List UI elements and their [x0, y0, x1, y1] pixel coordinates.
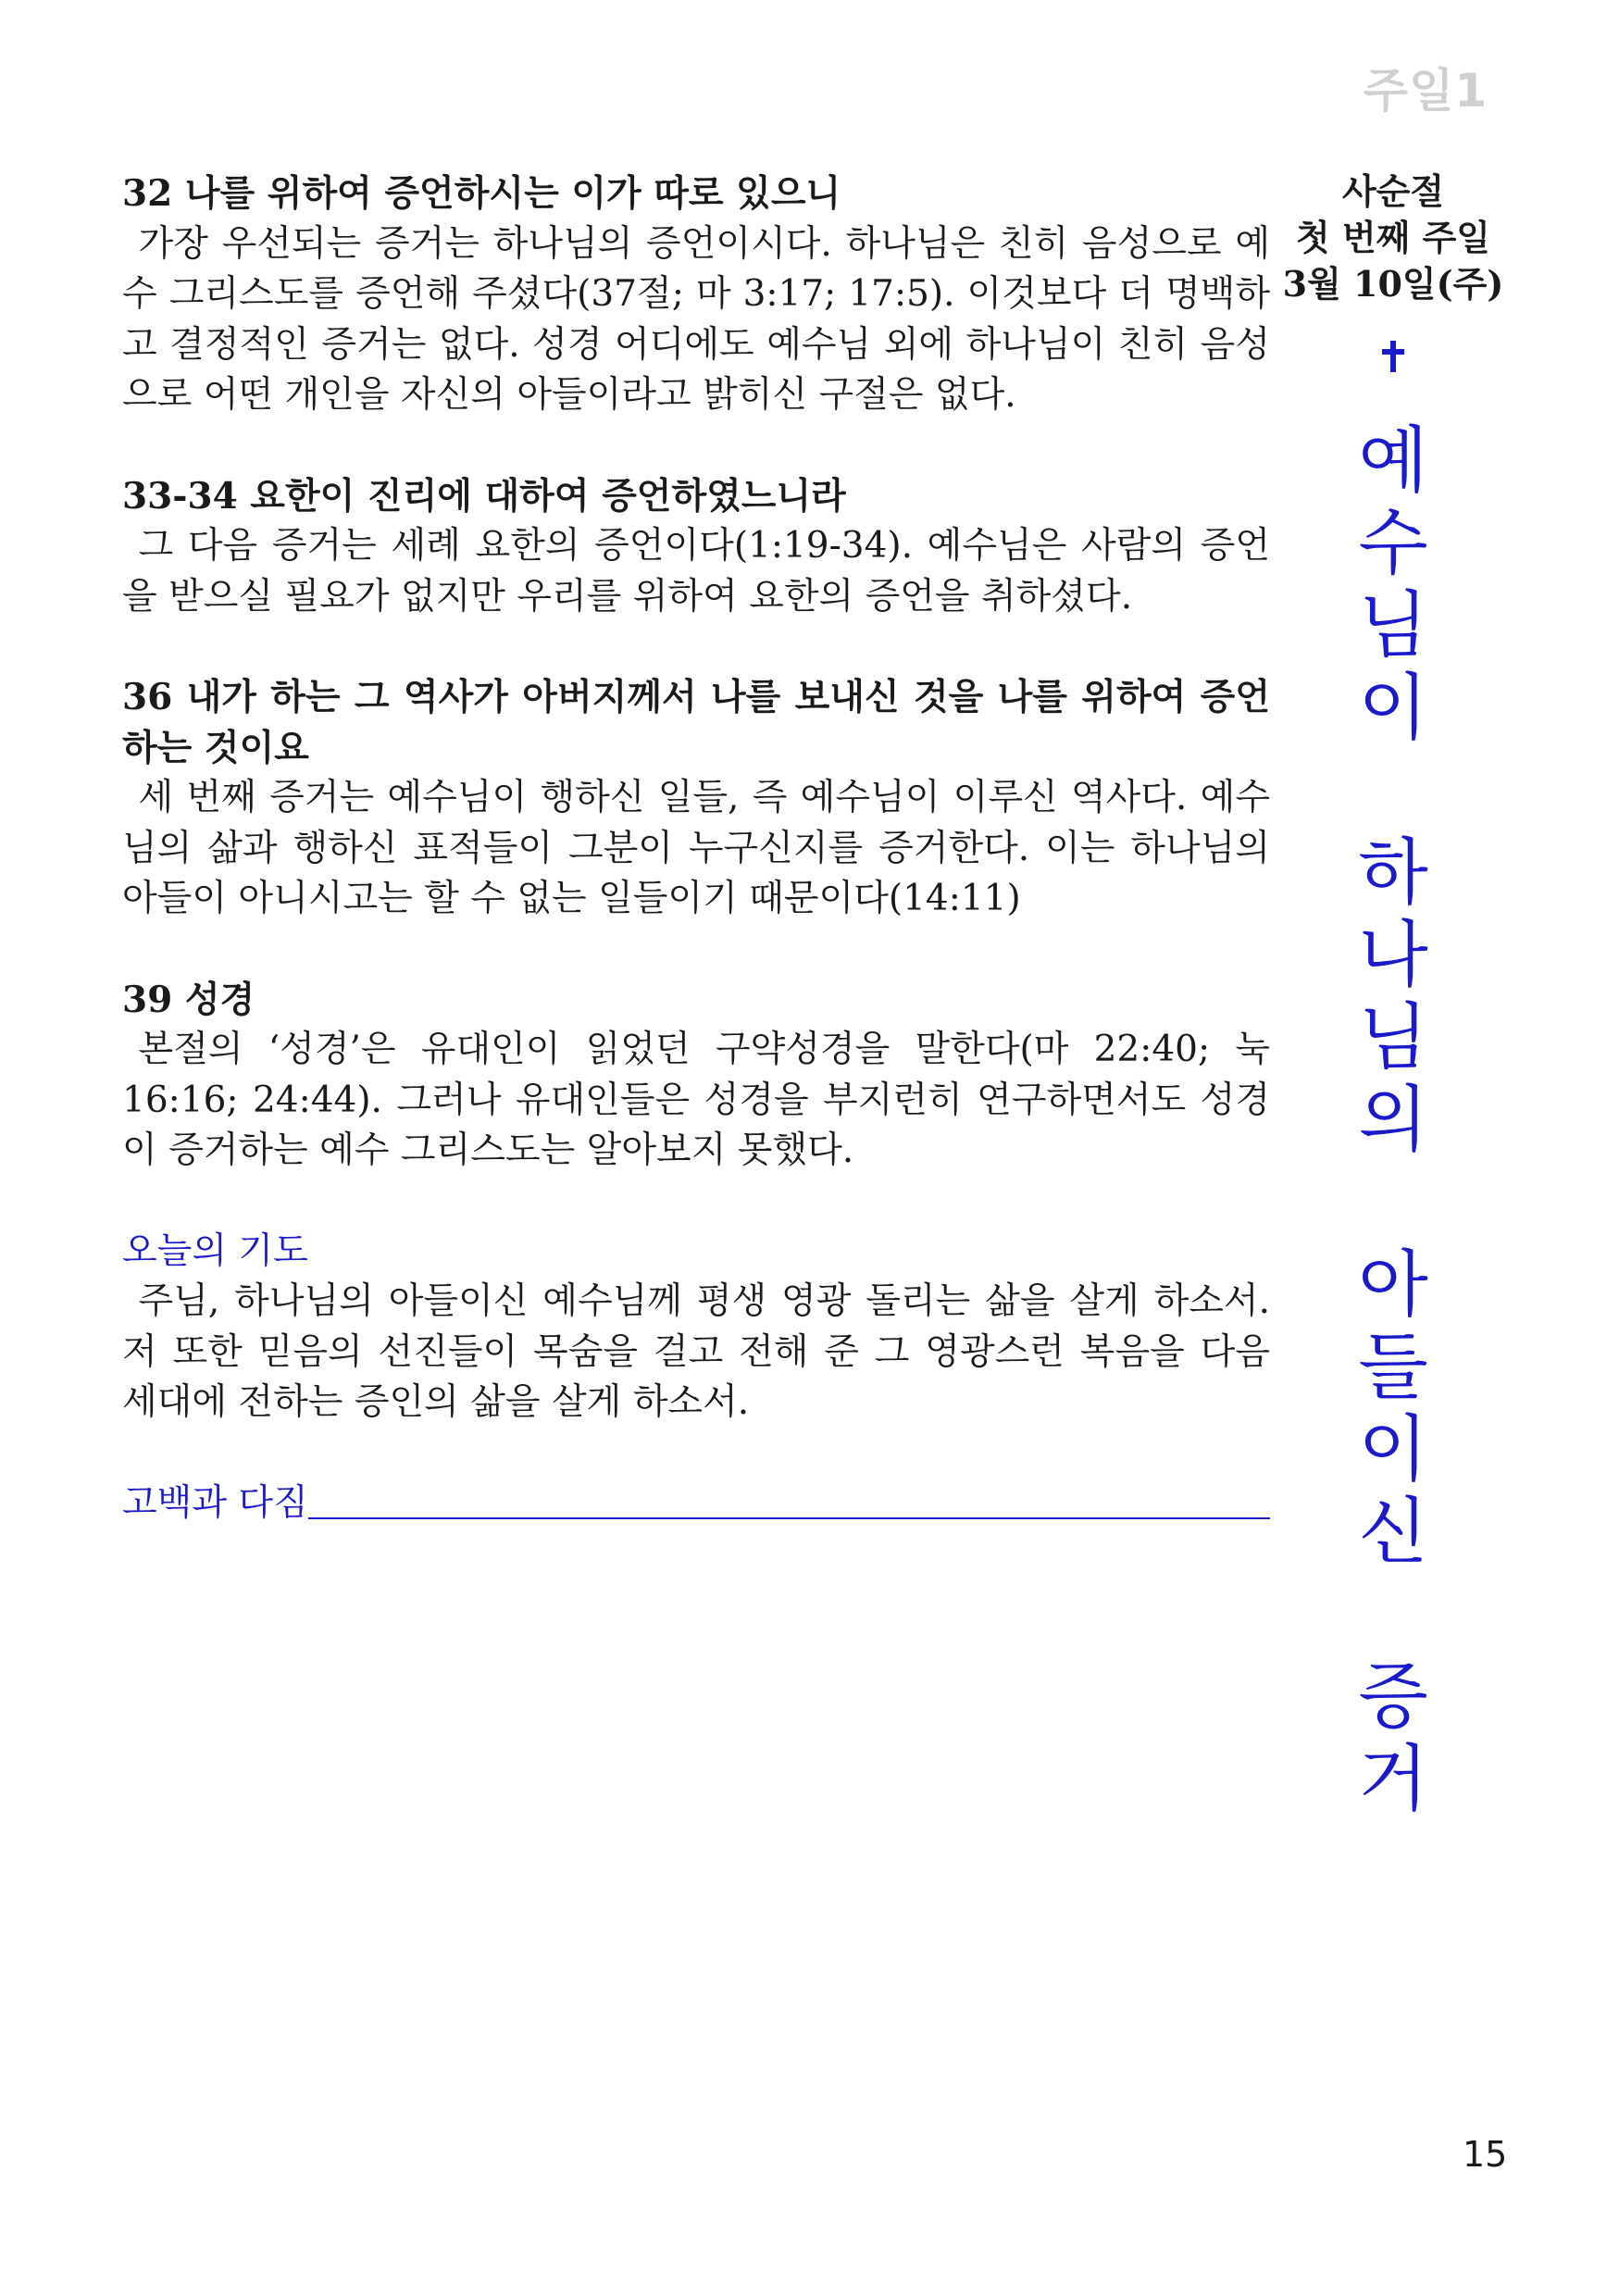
verse-heading: 33-34 요한이 진리에 대하여 증언하였느니라 — [122, 474, 846, 518]
season-label: 사순절 — [1341, 170, 1445, 212]
commentary-section — [122, 672, 1270, 925]
title-char: 들 — [1358, 1326, 1428, 1409]
title-char: 나 — [1358, 914, 1428, 997]
verse-heading: 32 나를 위하여 증언하시는 이가 따로 있으니 — [122, 172, 841, 215]
title-char: 님 — [1358, 584, 1428, 668]
cross-icon — [1382, 341, 1404, 372]
prayer-title: 오늘의 기도 — [122, 1229, 308, 1272]
commentary-section — [122, 975, 1270, 1177]
commentary-text: 세 번째 증거는 예수님이 행하신 일들, 즉 예수님이 이루신 역사다. 예수님의 삶과 행하신 표적들이 그분이 누구신지를 증거한다. 이는 하나님의 아들이 아니시고는 할 수 없는 일들이기 때문이다(14:11) — [122, 777, 1270, 919]
verse-heading: 39 성경 — [122, 978, 255, 1021]
title-char: 이 — [1358, 1408, 1428, 1491]
commentary-text: 가장 우선되는 증거는 하나님의 증언이시다. 하나님은 친히 음성으로 예수 그리스도를 증언해 주셨다(37절; 마 3:17; 17:5). 이것보다 더 명백하고 결정적인 증거는 없다. 성경 어디에도 예수님 외에 하나님이 친히 음성으로 어떤 개인을 자신의 아들이라고 밝히신 구절은 없다. — [122, 222, 1270, 416]
title-char: 거 — [1358, 1738, 1428, 1821]
title-char: 의 — [1358, 1079, 1428, 1162]
title-gap — [1277, 1574, 1509, 1656]
title-char: 증 — [1358, 1655, 1428, 1739]
prayer-section — [122, 1227, 1270, 1429]
commentary-section — [122, 471, 1270, 623]
verse-heading: 36 내가 하는 그 역사가 아버지께서 나를 보내신 것을 나를 위하여 증언하는 것이요 — [122, 676, 1270, 769]
title-char: 이 — [1358, 667, 1428, 750]
sidebar — [1277, 168, 1509, 1821]
title-char: 님 — [1358, 996, 1428, 1079]
title-char: 아 — [1358, 1243, 1428, 1327]
confession-write-line — [308, 1516, 1270, 1519]
title-gap — [1277, 1162, 1509, 1244]
title-char: 하 — [1358, 831, 1428, 915]
title-gap — [1277, 750, 1509, 832]
week-label: 첫 번째 주일 — [1296, 217, 1490, 258]
title-char: 예 — [1358, 419, 1428, 503]
title-char: 수 — [1358, 502, 1428, 585]
commentary-section — [122, 168, 1270, 421]
commentary-text: 그 다음 증거는 세례 요한의 증언이다(1:19-34). 예수님은 사람의 증언을 받으실 필요가 없지만 우리를 위하여 요한의 증언을 취하셨다. — [122, 525, 1270, 618]
confession-row — [122, 1479, 1270, 1529]
prayer-text: 주님, 하나님의 아들이신 예수님께 평생 영광 돌리는 삶을 살게 하소서. 저 또한 믿음의 선진들이 목숨을 걸고 전해 준 그 영광스런 복음을 다음 세대에 전하는 증인의 삶을 살게 하소서. — [122, 1280, 1270, 1423]
commentary-text: 본절의 ‘성경’은 유대인이 읽었던 구약성경을 말한다(마 22:40; 눅 16:16; 24:44). 그러나 유대인들은 성경을 부지런히 연구하면서도 성경이 증거하는 예수 그리스도는 알아보지 못했다. — [122, 1029, 1270, 1171]
main-content — [122, 168, 1270, 1529]
title-char: 신 — [1358, 1491, 1428, 1574]
vertical-title — [1277, 420, 1509, 1821]
confession-label: 고백과 다짐 — [122, 1481, 308, 1524]
chapter-label: 주일1 — [1363, 64, 1488, 118]
date-label: 3월 10일(주) — [1282, 263, 1504, 305]
page-number: 15 — [1463, 2134, 1508, 2175]
